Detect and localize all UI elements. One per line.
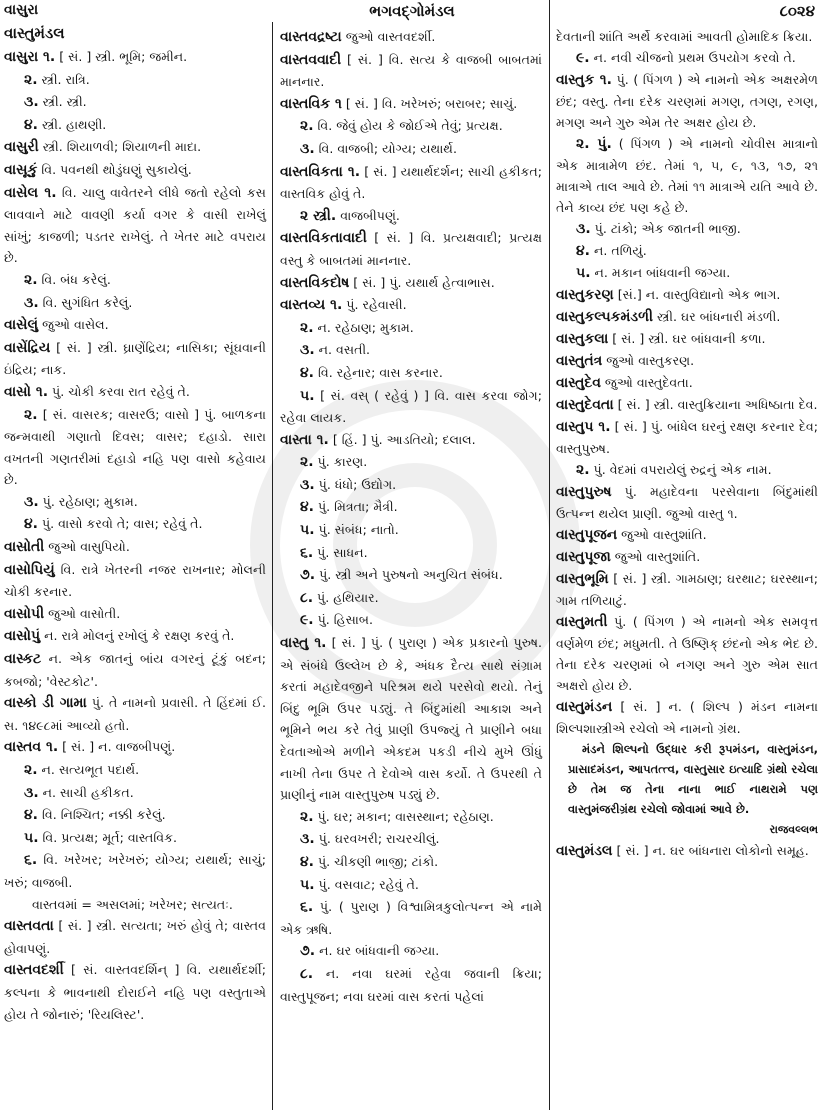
definition-text: જુઓ વાસ્તુશાંતિ.	[610, 549, 701, 564]
dictionary-entry	[556, 611, 818, 696]
definition-text: પું. કારણ.	[313, 454, 368, 470]
definition-text: પું. સ્ત્રી અને પુરુષનો અનુચિત સંબંધ.	[315, 567, 503, 583]
definition-text: વાસ્તવમાં = અસલમાં; ખરેખર; સત્યતઃ.	[32, 896, 233, 912]
dictionary-entry	[4, 959, 266, 1025]
sense-number: ૪.	[24, 516, 38, 533]
sense-entry	[280, 542, 542, 565]
headword: વાસ્તુક ૧.	[556, 72, 612, 88]
definition-text: પું. ( પિંગળ ) એ નામનો એક સમવૃત્ત વર્ણમેળ છંદ; મધુમતી. તે ઉષ્ણિક્ છંદનો એક ભેદ છે. તેના દરેક ચરણમાં બે નગણ અને ગુરુ એમ સાત અક્ષરો હોય છે.	[556, 614, 818, 693]
definition-text: [ સં. ] વિ. સત્ય કે વાજબી બાબતમાં માનનાર.	[280, 51, 542, 90]
sense-entry	[4, 269, 266, 292]
headword: વાસૂકું	[4, 161, 38, 178]
definition-text: [ સં. ] વિ. ખરેખરું; બરાબર; સાચું.	[341, 95, 518, 111]
definition-text: રાજવલ્લભ	[769, 823, 818, 836]
definition-text: જુઓ વાસ્તવદર્શી.	[341, 29, 436, 44]
definition-text: વિ. ખરેખર; ખરેખરું; યોગ્ય; યથાર્થ; સાચું; ખરું; વાજબી.	[4, 852, 266, 890]
definition-text: જુઓ વાસ્તુશાંતિ.	[617, 527, 707, 542]
headword: વાસ્તુકલ્પકમંડળી	[556, 309, 653, 325]
definition-text: વિ. ચાલુ વાવેતરને લીધે જતો રહેલો કસ લાવવાને માટે વાવણી કર્યા વગર કે વાસી રાખેલું સાંખું; કાજળી; પડતર રાખેલું. તે ખેતર માટે વપરાય છે.	[4, 184, 266, 266]
dictionary-entry	[556, 568, 818, 611]
sense-number: ૩.	[300, 140, 315, 157]
definition-text: સ્ત્રી. સ્ત્રી.	[38, 94, 87, 110]
definition-text: ન. સત્યભૂત પદાર્થ.	[37, 762, 140, 777]
sense-number: ૨.	[576, 462, 590, 478]
dictionary-entry	[280, 26, 542, 49]
definition-text: ન. મકાન બાંધવાની જગ્યા.	[590, 265, 731, 280]
headword: વાસ્તવિક ૧	[280, 95, 342, 112]
definition-text: વિ. વાજબી; યોગ્ય; યથાર્થ.	[314, 140, 457, 156]
definition-text: [ સં. ] સ્ત્રી. વાસ્તુક્રિયાના અધિષ્ઠાતા દેવ.	[613, 397, 818, 412]
definition-text: પું. હથિયાર.	[313, 589, 379, 605]
sense-number: ૫.	[300, 876, 315, 893]
dictionary-entry	[280, 632, 542, 806]
sense-entry	[280, 587, 542, 610]
sense-number: ૫.	[24, 829, 39, 846]
definition-text: પું. ( પુરાણ ) વિશ્વામિત્રકુલોત્પન્ન એ નામે એક ઋષિ.	[280, 899, 542, 937]
headword: વાસેલ ૧.	[4, 184, 57, 201]
sense-number: ૩.	[24, 493, 39, 510]
definition-text: પું. મહાદેવના પરસેવાના બિંદુમાંથી ઉત્પન્ન થયેલ પ્રાણી. જુઓ વાસ્તુ ૧.	[556, 484, 818, 521]
sense-number: ૫.	[576, 265, 591, 281]
definition-text: [ સં. ] પું. ( પુરાણ ) એક પ્રકારનો પુરુષ. એ સંબંધે ઉલ્લેખ છે કે, અંધક દૈત્ય સાથે સંગ્રામ કરતાં મહાદેવજીને પરિશ્રમ થયે પરસેવો થયો. તેનું બિંદુ ભૂમિ ઉપર પડ્યું. તે બિંદુમાંથી આકાશ અને ભૂમિને ભય કરે તેવું પ્રાણી ઉપજ્યું તે પ્રાણીને બધા દેવતાઓએ મળીને એકદમ પકડી નીચે મુખે ઊંધું નાખી તેના ઉપર તે દેવોએ વાસ કર્યો. તે ઉપરથી તે પ્રાણીનું નામ વાસ્તુપુરુષ પડ્યું છે.	[280, 635, 543, 803]
entry-attribution	[556, 819, 818, 840]
dictionary-entry	[556, 350, 818, 372]
sense-number: ૨. પું.	[576, 136, 612, 152]
headword: વાસ્તુભૂમિ	[556, 571, 609, 587]
definition-text: [ હિં. ] પું. આડતિયો; દલાલ.	[328, 431, 476, 447]
sense-entry	[556, 133, 818, 218]
dictionary-entry	[4, 915, 266, 959]
dictionary-entry	[556, 840, 818, 862]
sense-entry	[280, 896, 542, 940]
definition-text: [ સં. ] પું. યથાર્થ હેત્વાભાસ.	[349, 274, 495, 290]
definition-text: પું. તે નામનો પ્રવાસી. તે હિંદમાં ઈ. સ. ૧૪૯૮માં આવ્યો હતો.	[4, 695, 266, 733]
definition-text: સ્ત્રી. હાથણી.	[38, 116, 107, 132]
dictionary-entry	[556, 524, 818, 546]
sense-number: ૨.	[24, 71, 38, 88]
definition-text: પું. વસવાટ; રહેવું તે.	[314, 876, 419, 892]
dictionary-entry	[556, 284, 818, 306]
sense-number: ૨.	[24, 406, 38, 423]
sense-entry	[280, 609, 542, 632]
definition-text: પું. મિત્રતા; મૈત્રી.	[314, 499, 398, 515]
dictionary-entry	[280, 272, 542, 295]
definition-text: વિ. રાત્રે ખેતરની નજર રાખનાર; મોલની ચોકી કરનાર.	[4, 561, 266, 600]
headword: વાસ્તવિકતા ૧.	[280, 163, 361, 180]
sense-number: ૭.	[300, 567, 316, 584]
dictionary-entry	[4, 692, 266, 736]
sense-number: ૬.	[24, 852, 38, 869]
dictionary-entry	[280, 93, 542, 116]
headword: વાસ્તુપુરુષ	[556, 484, 612, 500]
sense-entry	[556, 47, 818, 69]
sense-entry	[280, 317, 542, 340]
headword: વાસ્તવિકતાવાદી	[280, 230, 367, 247]
definition-text: [ સં. ] સ્ત્રી. ભૂમિ; જમીન.	[55, 49, 188, 64]
dictionary-entry	[4, 314, 266, 337]
sense-entry	[280, 451, 542, 474]
definition-text: ન. તળિયું.	[590, 243, 647, 258]
headword: વાસોતી	[4, 539, 45, 556]
sense-entry	[556, 459, 818, 481]
dictionary-entry	[556, 394, 818, 416]
definition-text: [સં.] ન. વાસ્તુવિદ્યાનો એક ભાગ.	[613, 287, 781, 302]
sense-entry	[4, 404, 266, 491]
sense-number: ૪.	[576, 243, 590, 259]
dictionary-entry	[556, 696, 818, 739]
definition-text: [ સં. ] સ્ત્રી. સત્યતા; ખરું હોવું તે; વાસ્તવ હોવાપણું.	[4, 918, 266, 956]
entry-note	[556, 739, 818, 819]
definition-text: ન. એક જાતનું બાંય વગરનું ટૂંકું બદન; કબજો; 'વેસ્ટકોટ'.	[4, 651, 266, 689]
definition-text: પું. વેદમાં વપરાયેલું રુદ્રનું એક નામ.	[589, 462, 772, 477]
sense-number: ૩.	[24, 294, 39, 311]
definition-text: વિ. રહેનાર; વાસ કરનાર.	[314, 364, 443, 380]
definition-text: ન. વસતી.	[314, 342, 371, 358]
sense-entry	[4, 804, 266, 827]
book-title: ભગવદ્ગોમંડલ	[369, 2, 455, 20]
dictionary-entry	[280, 294, 542, 317]
headword: વાસોપી	[4, 605, 45, 622]
sense-number: ૩.	[300, 476, 315, 493]
sense-entry	[556, 218, 818, 240]
sense-entry	[280, 828, 542, 851]
sense-entry	[4, 91, 266, 114]
headword: વાસ્તુમતી	[556, 614, 608, 630]
headword: વાસ્તા ૧.	[280, 431, 329, 448]
dictionary-entry	[4, 182, 266, 269]
sense-number: ૨.	[300, 454, 314, 471]
headword: વાસ્તુ ૧.	[280, 635, 327, 652]
headword: વાસ્તુપૂજા	[556, 549, 611, 565]
headword: વાસ્તુદેવતા	[556, 397, 614, 413]
dictionary-entry	[556, 546, 818, 568]
sense-number: ૪.	[300, 364, 314, 381]
definition-text: સ્ત્રી. શિયાળવી; શિયાળની માદા.	[38, 139, 202, 155]
definition-text: પું. રહેવાસી.	[342, 297, 407, 313]
sense-entry	[4, 782, 266, 805]
headword: વાસેલું	[4, 317, 39, 334]
sense-entry	[280, 940, 542, 963]
definition-text: જુઓ વાસ્તુકરણ.	[602, 353, 695, 368]
definition-text: [ સં. ] ન. વાજબીપણું.	[58, 739, 176, 755]
sense-number: ૨.	[24, 271, 38, 288]
headword: વાસ્તવ ૧.	[4, 739, 59, 756]
sense-entry	[280, 519, 542, 542]
definition-text: જુઓ વાસ્તુદેવતા.	[600, 375, 693, 390]
definition-text: [ સં. વસ્ ( રહેવું ) ] વિ. વાસ કરવા જોગ; રહેવા લાયક.	[280, 387, 542, 426]
definition-text: ન. સાચી હકીકત.	[38, 784, 134, 800]
definition-text: પું. ચોકી કરવા રાત રહેવું તે.	[48, 383, 190, 399]
sense-number: ૯.	[300, 612, 314, 629]
definition-text: વાજબીપણું.	[336, 207, 400, 223]
definition-text: [ સં. ] પું. બાંધેલ ઘરનું રક્ષણ કરનાર દેવ; વાસ્તુપુરુષ.	[556, 419, 818, 456]
sense-number: ૮.	[300, 965, 314, 982]
definition-text: પું. ઘરવખરી; રાચરચીલું.	[314, 831, 440, 847]
dictionary-entry	[556, 69, 818, 133]
headword: વાસ્તવદર્શી	[4, 962, 64, 979]
sense-entry	[4, 849, 266, 893]
sense-number: ૫.	[300, 522, 315, 539]
page-header	[0, 2, 825, 24]
sense-entry	[280, 496, 542, 519]
headword: વાસ્તુમંડન	[556, 699, 613, 715]
dictionary-entry	[4, 536, 266, 559]
dictionary-entry	[556, 26, 818, 47]
dictionary-entry	[4, 603, 266, 626]
sense-entry	[556, 262, 818, 284]
definition-text: વિ. સુગંધિત કરેલું.	[38, 294, 133, 310]
dictionary-entry	[4, 136, 266, 159]
definition-text: દેવતાની શાંતિ અર્થે કરવામાં આવતી હોમાદિક ક્રિયા.	[556, 29, 813, 44]
headword: વાસ્તુમંડલ	[556, 843, 613, 859]
headword: વાસ્તુકલા	[556, 331, 609, 347]
sense-number: ૨.	[24, 762, 38, 778]
headword: વાસ્કટ	[4, 651, 42, 668]
dictionary-entry	[4, 736, 266, 759]
definition-text: પું. ચીકણી ભાજી; ટાંકો.	[314, 853, 439, 869]
dictionary-entry	[280, 49, 542, 93]
dictionary-entry	[556, 372, 818, 394]
definition-text: વિ. જેવું હોય કે જોઈએ તેવું; પ્રત્યક્ષ.	[313, 118, 503, 134]
headword: વાસ્તુપ ૧.	[556, 419, 611, 435]
headword: વાસ્તવ્ય ૧.	[280, 297, 343, 314]
headword: વાસ્તવિકદોષ	[280, 274, 350, 291]
header-last-word: વાસ્તુમંડલ	[4, 24, 65, 42]
definition-text: પું. હિસાબ.	[313, 612, 373, 628]
sense-number: ૩.	[300, 831, 315, 848]
dictionary-entry	[280, 429, 542, 452]
sense-entry	[280, 564, 542, 587]
sense-entry	[280, 874, 542, 897]
headword: વાસુરી	[4, 139, 39, 156]
sense-number: ૬.	[300, 544, 314, 561]
headword: વાસુરા ૧.	[4, 49, 56, 65]
sense-number: ૩.	[24, 94, 39, 111]
sense-entry	[4, 759, 266, 782]
sense-entry	[280, 138, 542, 161]
dictionary-entry	[556, 416, 818, 459]
sense-number: ૪.	[300, 499, 314, 516]
dictionary-entry	[4, 625, 266, 648]
definition-text: ન. રાત્રે મોલનું રખોલું કે રક્ષણ કરવું તે.	[40, 628, 235, 644]
sense-entry	[280, 963, 542, 1007]
sense-number: ૪.	[24, 807, 38, 824]
definition-text: [ સં. ] સ્ત્રી. ગામઠાણ; ઘરથાટ; ઘરસ્થાન; ગામ તળિયાટું.	[556, 571, 818, 608]
definition-text: ન. ઘર બાંધવાની જગ્યા.	[315, 943, 440, 959]
definition-text: પું. સાધન.	[313, 544, 368, 560]
page-number: ૮૦૨૪	[779, 2, 815, 20]
definition-text: ન. નવી ચીજનો પ્રથમ ઉપયોગ કરવો તે.	[589, 50, 796, 65]
sense-entry	[280, 362, 542, 385]
headword: વાસ્તુતંત્ર	[556, 353, 603, 369]
sense-number: ૩.	[300, 342, 315, 359]
definition-text: [ સં. વાસરક; વાસરઉ; વાસો ] પું. બાળકના જન્મવાથી ગણાતો દિવસ; વાસર; દહાડો. સારા વખતની ગણતરીમાં દહાડો નહિ પણ વાસો કહેવાય છે.	[4, 406, 266, 488]
definition-text: જુઓ વાસોતી.	[44, 605, 121, 621]
definition-text: [ સં. વાસ્તવદર્શિન્ ] વિ. યથાર્થદર્શી; કલ્પના કે ભાવનાથી દોરાઈને નહિ પણ વસ્તુતાએ હોય તે જોનારું; 'રિયલિસ્ટ'.	[4, 962, 266, 1022]
definition-text: પું. ( પિંગળ ) એ નામનો એક અક્ષરમેળ છંદ; વસ્તુ. તેના દરેક ચરણમાં મગણ, તગણ, રગણ, મગણ અને ગુરુ એમ તેર અક્ષર હોય છે.	[556, 72, 818, 130]
sense-entry	[4, 69, 266, 92]
definition-text: [ સં. ] ન. ઘર બાંધનારા લોકોનો સમૂહ.	[612, 843, 809, 858]
sense-number: ૩.	[24, 784, 39, 801]
headword: વાસ્તુદેવ	[556, 375, 601, 391]
definition-text: ન. રહેઠાણ; મુકામ.	[313, 319, 414, 335]
headword: વાસ્તવદ્રષ્ટા	[280, 29, 342, 45]
definition-text: મંડને શિલ્પનો ઉદ્ધાર કરી રૂપમંડન, વાસ્તુમંડન, પ્રાસાદમંડન, આપતત્ત્વ, વાસ્તુસાર ઇત્યાદિ ગ્રંથો રચેલા છે તેમ જ તેના નાના ભાઈ નાથરામે પણ વાસ્તુમંજરીગ્રંથ રચેલો જોવામાં આવે છે.	[568, 742, 818, 816]
sense-number: ૨.	[300, 118, 314, 135]
headword: વાસ્તુકરણ	[556, 287, 614, 303]
definition-text: વિ. નિશ્ચિત; નક્કી કરેલું.	[38, 807, 166, 823]
sense-number: ૬.	[300, 899, 314, 916]
sense-entry	[556, 240, 818, 262]
definition-text: વિ. પવનથી થોડુંઘણું સુકાયેલું.	[37, 161, 192, 177]
definition-text: સ્ત્રી. ઘર બાંધનારી મંડળી.	[653, 309, 781, 324]
definition-text: [ સં. ] યથાર્થદર્શન; સાચી હકીકત; વાસ્તવિક હોવું તે.	[280, 163, 542, 202]
dictionary-entry	[4, 337, 266, 381]
dictionary-entry	[280, 161, 542, 205]
sense-entry	[280, 115, 542, 138]
sense-entry	[4, 491, 266, 514]
sense-entry	[280, 474, 542, 497]
headword: વાસો ૧.	[4, 383, 49, 400]
sense-number: ૩.	[576, 221, 591, 237]
sense-entry	[4, 827, 266, 850]
definition-text: [ સં. ] સ્ત્રી. ઘ્રાણેંદ્રિય; નાસિકા; સૂંઘવાની ઇંદ્રિય; નાક.	[4, 339, 266, 378]
sense-entry	[280, 385, 542, 429]
definition-text: [ સં. ] વિ. પ્રત્યક્ષવાદી; પ્રત્યક્ષ વસ્તુ કે બાબતમાં માનનાર.	[280, 230, 542, 268]
definition-text: સ્ત્રી. રાત્રિ.	[37, 71, 90, 87]
definition-text: પું. રહેઠાણ; મુકામ.	[38, 493, 138, 509]
dictionary-entry	[280, 227, 542, 271]
sense-number: ૨.	[300, 319, 314, 336]
dictionary-entry	[4, 648, 266, 692]
definition-text: વિ. બંધ કરેલું.	[37, 271, 111, 287]
definition-text: પું. સંબંધ; નાતો.	[314, 522, 399, 538]
header-first-word: વાસુરા	[4, 2, 39, 18]
sense-entry	[280, 205, 542, 228]
definition-text: [ સં. ] ન. ( શિલ્પ ) મંડન નામના શિલ્પશાસ્ત્રીએ રચેલો એ નામનો ગ્રંથ.	[556, 699, 818, 736]
dictionary-entry	[4, 559, 266, 603]
sense-number: ૭.	[300, 943, 316, 960]
headword: વાસ્તુપૂજન	[556, 527, 618, 543]
dictionary-entry	[4, 381, 266, 404]
definition-text: જુઓ વાસેલ.	[38, 317, 109, 333]
sense-entry	[280, 806, 542, 829]
sense-number: ૯.	[576, 50, 590, 66]
definition-text: પું. વાસો કરવો તે; વાસ; રહેવું તે.	[38, 516, 203, 532]
sense-number: ૪.	[24, 116, 38, 133]
sense-number: ૮.	[300, 589, 314, 606]
dictionary-entry	[556, 306, 818, 328]
column-1	[4, 46, 266, 1025]
definition-text: જુઓ વાસુપિયો.	[44, 539, 130, 555]
dictionary-entry	[556, 481, 818, 524]
definition-text: [ સં. ] સ્ત્રી. ઘર બાંધવાની કળા.	[608, 331, 766, 346]
dictionary-entry	[4, 159, 266, 182]
dictionary-entry	[556, 328, 818, 350]
dictionary-entry	[4, 894, 266, 916]
definition-text: ન. નવા ઘરમાં રહેવા જવાની ક્રિયા; વાસ્તુપૂજન; નવા ઘરમાં વાસ કરતાં પહેલાં	[280, 965, 542, 1004]
headword: વાસોપિયું	[4, 561, 55, 578]
headword: વાસ્કો ડી ગામા	[4, 695, 87, 712]
definition-text: વિ. પ્રત્યક્ષ; મૂર્ત; વાસ્તવિક.	[38, 829, 177, 845]
definition-text: પું. ધંધો; ઉદ્યોગ.	[314, 476, 397, 492]
headword: વાસોપું	[4, 628, 41, 645]
sense-number: ૨ સ્ત્રી.	[300, 207, 337, 224]
dictionary-entry	[4, 46, 266, 69]
sense-entry	[4, 513, 266, 536]
column-3	[556, 26, 818, 862]
sense-entry	[280, 339, 542, 362]
definition-text: પું. ટાંકો; એક જાતની ભાજી.	[590, 221, 741, 236]
sense-entry	[4, 114, 266, 137]
headword: વાસેંદ્રિય	[4, 339, 51, 356]
sense-entry	[280, 851, 542, 874]
sense-number: ૨.	[300, 808, 314, 825]
sense-entry	[4, 292, 266, 315]
column-2	[280, 26, 542, 1007]
definition-text: ( પિંગળ ) એ નામનો ચોવીસ માત્રાનો એક માત્રામેળ છંદ. તેમાં ૧, ૫, ૯, ૧૩, ૧૭, ૨૧ માત્રાએ તાલ આવે છે. તેમાં ૧૧ માત્રાએ યતિ આવે છે. તેને કાવ્ય છંદ પણ કહે છે.	[556, 136, 818, 215]
sense-number: ૪.	[300, 853, 314, 870]
sense-number: ૫.	[300, 387, 315, 404]
headword: વાસ્તવવાદી	[280, 51, 342, 68]
headword: વાસ્તવતા	[4, 918, 54, 935]
definition-text: પું. ઘર; મકાન; વાસસ્થાન; રહેઠાણ.	[313, 808, 494, 824]
